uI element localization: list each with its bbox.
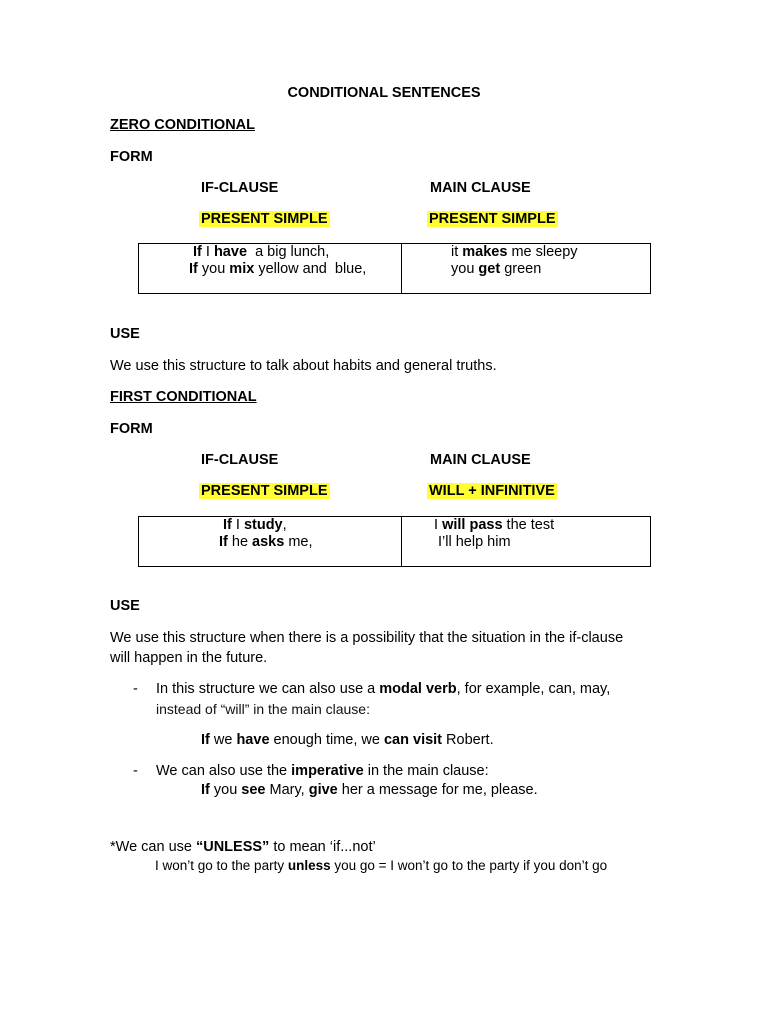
zero-main-tense: PRESENT SIMPLE	[429, 211, 556, 227]
zero-form-label: FORM	[110, 149, 153, 165]
first-main-tense: WILL + INFINITIVE	[429, 483, 555, 499]
bullet-dash-2: -	[133, 763, 138, 779]
first-form-label: FORM	[110, 421, 153, 437]
first-if-clause-label: IF-CLAUSE	[201, 452, 279, 468]
zero-conditional-heading: ZERO CONDITIONAL	[110, 117, 255, 133]
zero-if-clause-label: IF-CLAUSE	[201, 180, 279, 196]
unless-note: *We can use “UNLESS” to mean ‘if...not’	[110, 839, 376, 855]
first-use-label: USE	[110, 598, 140, 614]
zero-if-tense: PRESENT SIMPLE	[201, 211, 328, 227]
first-conditional-heading: FIRST CONDITIONAL	[110, 389, 257, 405]
bullet-modal-verb-line2: instead of “will” in the main clause:	[156, 701, 370, 717]
first-example-main-1: I will pass the test	[434, 517, 555, 533]
example-imperative: If you see Mary, give her a message for me, please.	[201, 782, 538, 798]
first-example-if-1: If I study,	[223, 517, 287, 533]
first-main-cell	[402, 517, 651, 567]
first-examples-table	[138, 516, 651, 567]
zero-example-if-2: If you mix yellow and blue,	[189, 261, 367, 277]
page-title: CONDITIONAL SENTENCES	[287, 85, 481, 101]
zero-example-main-2: you get green	[451, 261, 542, 277]
bullet-dash-1: -	[133, 681, 138, 697]
bullet-modal-verb: In this structure we can also use a modal verb, for example, can, may,	[156, 681, 611, 697]
bullet-imperative: We can also use the imperative in the main clause:	[156, 763, 489, 779]
zero-example-main-1: it makes me sleepy	[451, 244, 578, 260]
example-modal-verb: If we have enough time, we can visit Robert.	[201, 732, 494, 748]
zero-use-label: USE	[110, 326, 140, 342]
zero-main-cell	[402, 244, 651, 294]
zero-if-cell	[139, 244, 402, 294]
first-main-clause-label: MAIN CLAUSE	[430, 452, 531, 468]
first-use-text-line2: will happen in the future.	[110, 650, 268, 666]
unless-example: I won’t go to the party unless you go = I won’t go to the party if you don’t go	[155, 858, 608, 873]
first-example-if-2: If he asks me,	[219, 534, 313, 550]
first-use-text-line1: We use this structure when there is a possibility that the situation in the if-clause	[110, 630, 624, 646]
first-example-main-2: I’ll help him	[438, 534, 511, 550]
zero-use-text: We use this structure to talk about habits and general truths.	[110, 358, 497, 374]
zero-example-if-1: If I have a big lunch,	[193, 244, 330, 260]
zero-examples-table	[138, 243, 651, 294]
first-if-cell	[139, 517, 402, 567]
first-if-tense: PRESENT SIMPLE	[201, 483, 328, 499]
zero-main-clause-label: MAIN CLAUSE	[430, 180, 531, 196]
